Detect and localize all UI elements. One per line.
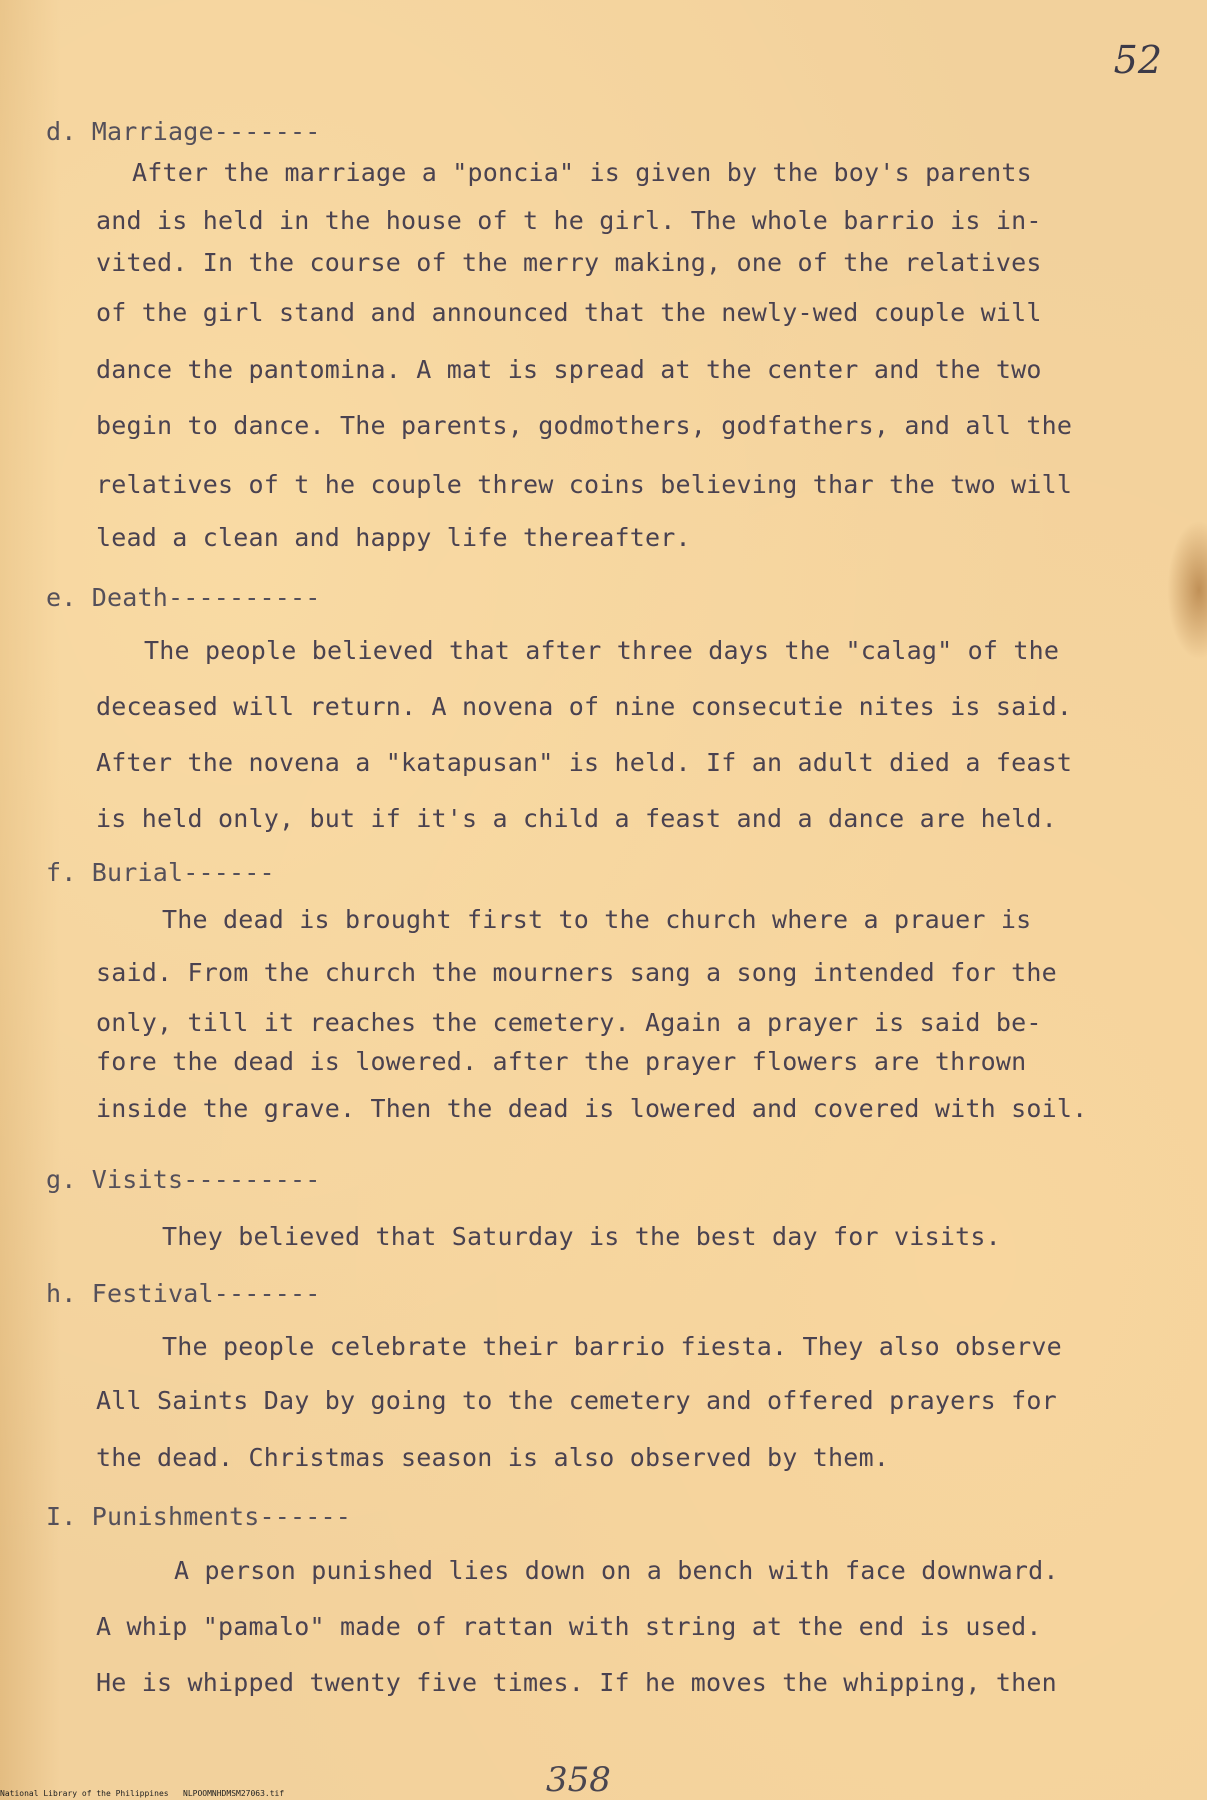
marriage-line-8: lead a clean and happy life thereafter.	[96, 523, 691, 552]
punishments-line-1: A person punished lies down on a bench with face downward.	[174, 1556, 1059, 1585]
section-heading-death: e. Death----------	[46, 583, 321, 612]
scan-footer: National Library of the Philippines NLPOOMNHDMSM27063.tif	[0, 1789, 285, 1798]
burial-line-5: inside the grave. Then the dead is lowered and covered with soil.	[96, 1094, 1088, 1123]
section-heading-burial: f. Burial------	[46, 858, 275, 887]
page-number: 52	[1113, 38, 1162, 82]
section-heading-visits: g. Visits---------	[46, 1165, 321, 1194]
festival-line-3: the dead. Christmas season is also observed by them.	[96, 1443, 890, 1472]
death-line-4: is held only, but if it's a child a feast and a dance are held.	[96, 804, 1057, 833]
burial-line-1: The dead is brought first to the church where a prauer is	[162, 905, 1032, 934]
marriage-line-2: and is held in the house of t he girl. The whole barrio is in-	[96, 206, 1042, 235]
handwritten-number: 358	[546, 1760, 611, 1800]
marriage-line-6: begin to dance. The parents, godmothers, godfathers, and all the	[96, 411, 1073, 440]
visits-line-1: They believed that Saturday is the best day for visits.	[162, 1222, 1001, 1251]
death-line-1: The people believed that after three days the "calag" of the	[144, 636, 1060, 665]
death-line-2: deceased will return. A novena of nine consecutie nites is said.	[96, 692, 1073, 721]
festival-line-1: The people celebrate their barrio fiesta. They also observe	[162, 1332, 1062, 1361]
section-heading-marriage: d. Marriage-------	[46, 117, 321, 146]
marriage-line-1: After the marriage a "poncia" is given by the boy's parents	[132, 158, 1032, 187]
marriage-line-3: vited. In the course of the merry making, one of the relatives	[96, 248, 1042, 277]
marriage-line-7: relatives of t he couple threw coins believing thar the two will	[96, 470, 1073, 499]
punishments-line-3: He is whipped twenty five times. If he moves the whipping, then	[96, 1668, 1057, 1697]
paper-stain	[1167, 520, 1207, 660]
burial-line-4: fore the dead is lowered. after the prayer flowers are thrown	[96, 1047, 1027, 1076]
section-heading-festival: h. Festival-------	[46, 1279, 321, 1308]
section-heading-punishments: I. Punishments------	[46, 1502, 352, 1531]
punishments-line-2: A whip "pamalo" made of rattan with string at the end is used.	[96, 1612, 1042, 1641]
marriage-line-4: of the girl stand and announced that the newly-wed couple will	[96, 298, 1042, 327]
festival-line-2: All Saints Day by going to the cemetery and offered prayers for	[96, 1386, 1057, 1415]
burial-line-3: only, till it reaches the cemetery. Again a prayer is said be-	[96, 1008, 1042, 1037]
death-line-3: After the novena a "katapusan" is held. If an adult died a feast	[96, 748, 1073, 777]
marriage-line-5: dance the pantomina. A mat is spread at the center and the two	[96, 355, 1042, 384]
burial-line-2: said. From the church the mourners sang a song intended for the	[96, 958, 1057, 987]
